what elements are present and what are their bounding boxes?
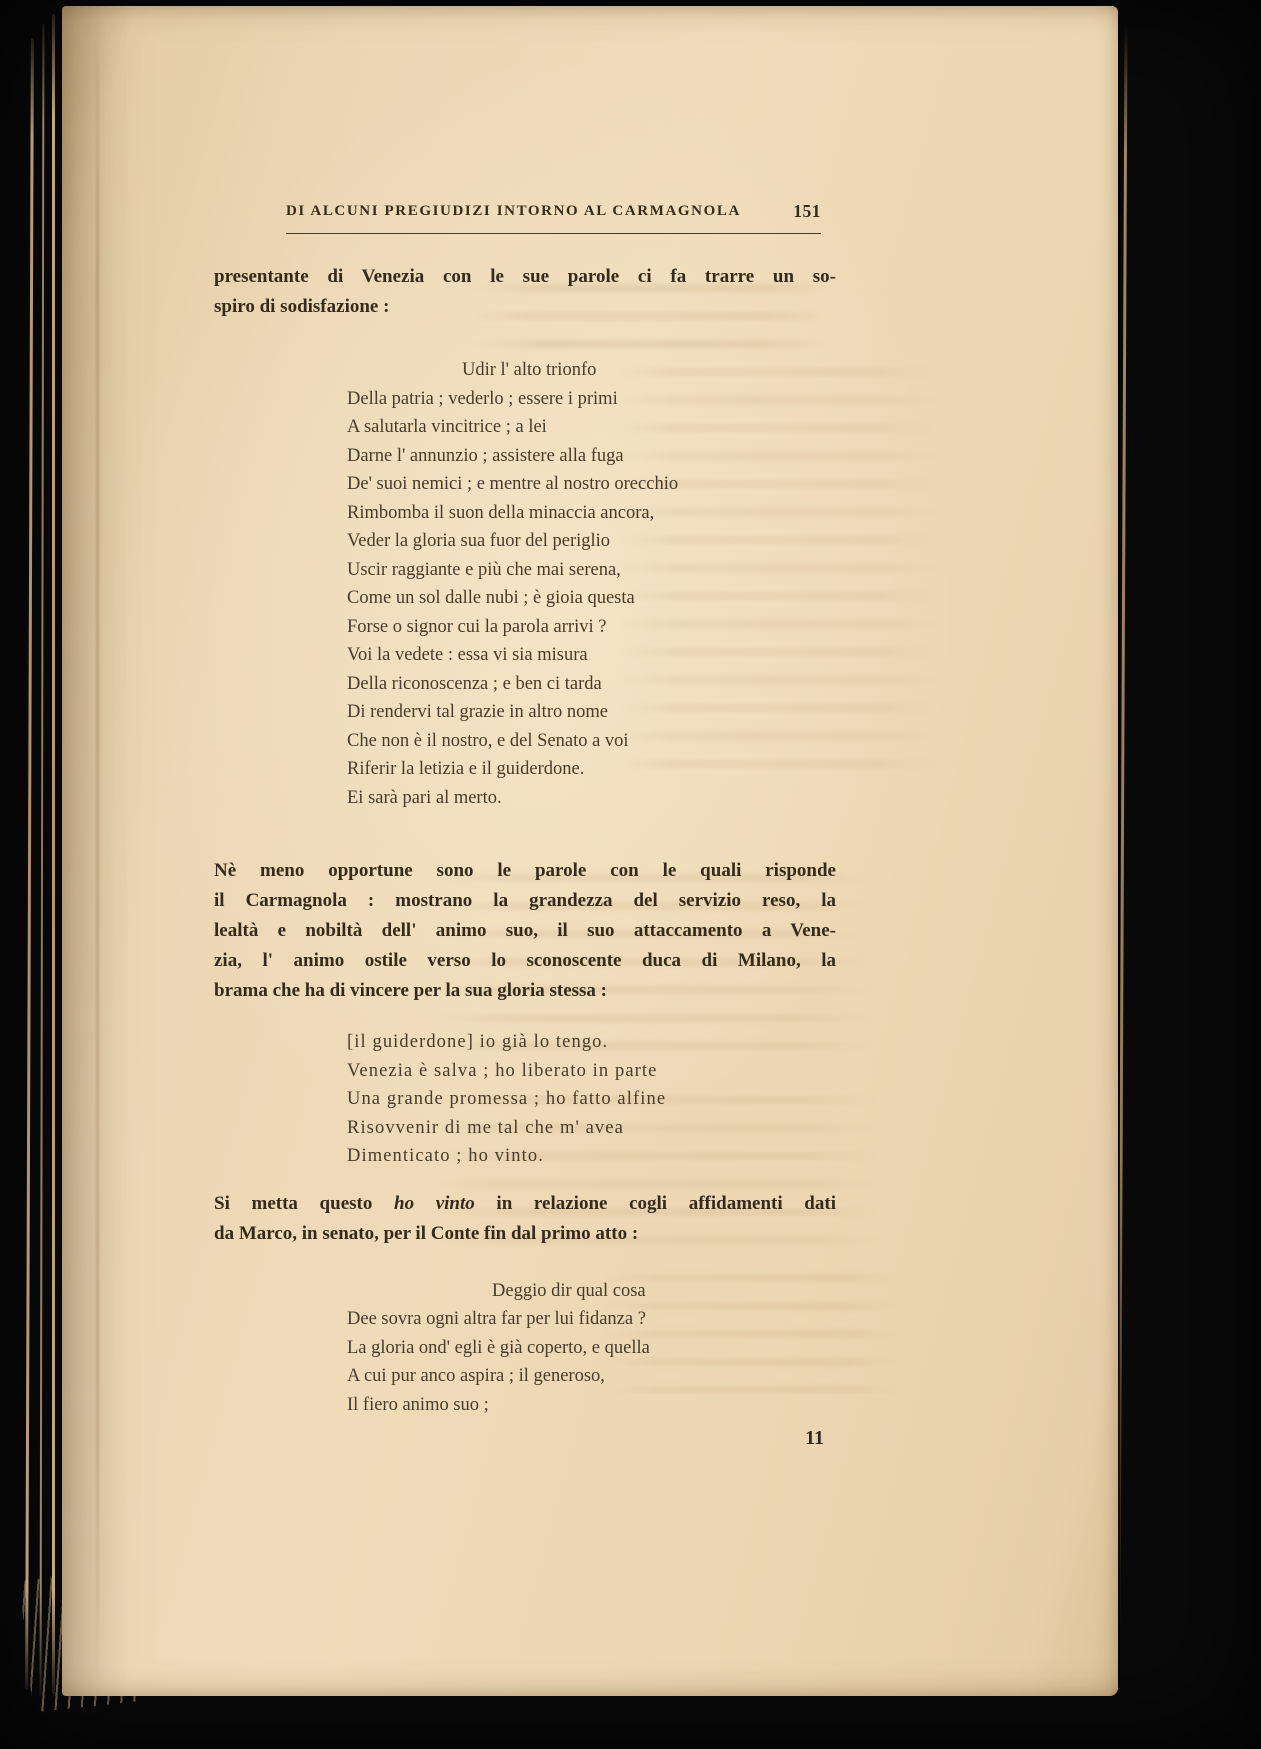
text-line: Venezia è salva ; ho liberato in parte <box>347 1060 658 1081</box>
poem-1-lines <box>347 385 836 813</box>
text-line: Una grande promessa ; ho fatto alfine <box>347 1089 667 1109</box>
footer-page-number: 11 <box>805 1427 824 1449</box>
page-edge-line <box>1117 26 1127 1638</box>
text-line: Nè meno opportune sono le parole con le quali risponde <box>214 860 836 881</box>
paragraph-3-text: Si metta questo <box>214 1192 394 1214</box>
paragraph-3-text: in relazione cogli affidamenti dati <box>474 1192 836 1214</box>
text-line: [il guiderdone] io già lo tengo. <box>347 1032 609 1052</box>
text-line: La gloria ond' egli è già coperto, e quella <box>347 1337 650 1358</box>
text-line: Veder la gloria sua fuor del periglio <box>347 531 611 551</box>
header-title: DI ALCUNI PREGIUDIZI INTORNO AL CARMAGNOLA <box>286 203 741 219</box>
page-content <box>62 6 836 1453</box>
text-line: Il fiero animo suo ; <box>347 1394 489 1415</box>
text-line: da Marco, in senato, per il Conte fin dal primo atto : <box>214 1222 639 1244</box>
poem-3 <box>347 1277 836 1420</box>
text-line: lealtà e nobiltà dell' animo suo, il suo attaccamento a Vene- <box>214 920 836 941</box>
text-line: Riferir la letizia e il guiderdone. <box>347 759 585 779</box>
text-line: A cui pur anco aspira ; il generoso, <box>347 1366 605 1386</box>
text-line: spiro di sodisfazione : <box>214 296 390 317</box>
poem-1 <box>347 356 836 812</box>
paragraph-2 <box>214 856 836 1006</box>
paragraph-1 <box>214 262 836 322</box>
text-line: brama che ha di vincere per la sua gloria stessa : <box>214 980 607 1001</box>
text-line: De' suoi nemici ; e mentre al nostro orecchio <box>347 474 679 494</box>
text-line: Darne l' annunzio ; assistere alla fuga <box>347 445 624 466</box>
text-line: Forse o signor cui la parola arrivi ? <box>347 616 607 637</box>
poem-1-title: Udir l' alto trionfo <box>462 360 597 380</box>
italic-ho-vinto: ho vinto <box>394 1192 475 1214</box>
text-line: Dimenticato ; ho vinto. <box>347 1146 544 1166</box>
text-line: il Carmagnola : mostrano la grandezza del servizio reso, la <box>214 890 836 911</box>
text-line: Della patria ; vederlo ; essere i primi <box>347 388 618 409</box>
page-edge-line <box>52 14 55 1694</box>
text-line: Ei sarà pari al merto. <box>347 787 502 808</box>
poem-2 <box>347 1028 836 1171</box>
text-line: A salutarla vincitrice ; a lei <box>347 417 547 437</box>
paragraph-3 <box>214 1189 836 1249</box>
text-line <box>214 1189 836 1219</box>
text-line: Rimbomba il suon della minaccia ancora, <box>347 502 655 523</box>
header-page-number: 151 <box>793 201 821 221</box>
text-line: Che non è il nostro, e del Senato a voi <box>347 730 629 751</box>
page-edge-line <box>40 24 45 1696</box>
text-line: Della riconoscenza ; e ben ci tarda <box>347 673 602 694</box>
text-line: Dee sovra ogni altra far per lui fidanza ? <box>347 1309 646 1329</box>
text-line: Uscir raggiante e più che mai serena, <box>347 559 621 580</box>
poem-3-title: Deggio dir qual cosa <box>492 1280 646 1301</box>
text-line: Di rendervi tal grazie in altro nome <box>347 702 608 722</box>
poem-3-lines <box>347 1305 836 1419</box>
page-edge-line <box>25 38 34 1690</box>
text-line: presentante di Venezia con le sue parole ci fa trarre un so- <box>214 266 836 287</box>
text-line: Risovvenir di me tal che m' avea <box>347 1117 624 1138</box>
book-page <box>62 6 1118 1696</box>
text-line: zia, l' animo ostile verso lo sconoscente duca di Milano, la <box>214 950 836 971</box>
text-line: Voi la vedete : essa vi sia misura <box>347 645 588 665</box>
text-line: Come un sol dalle nubi ; è gioia questa <box>347 588 635 608</box>
running-head <box>286 196 821 234</box>
